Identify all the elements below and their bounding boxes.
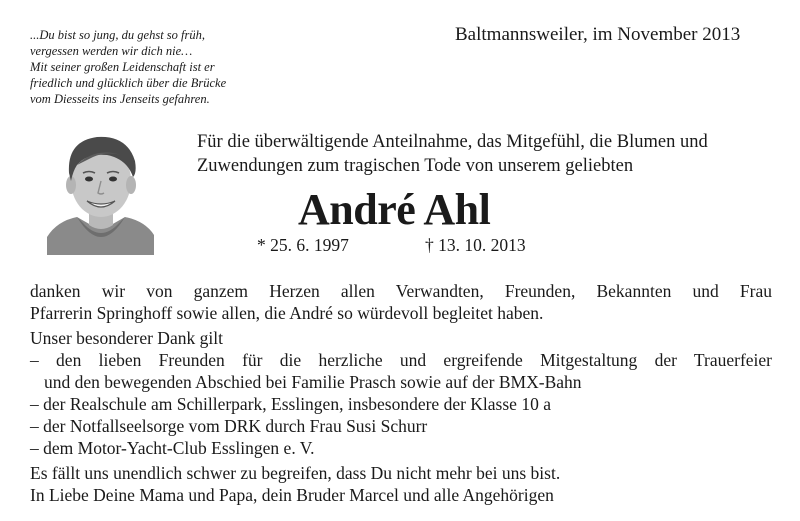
quote-line: Mit seiner großen Leidenschaft ist er — [30, 60, 215, 74]
thanks-list-item-continuation: und den bewegenden Abschied bei Familie Prasch sowie auf der BMX-Bahn — [44, 372, 582, 392]
thanks-line: Pfarrerin Springhoff sowie allen, die André so würdevoll begleitet haben. — [30, 303, 544, 323]
quote-line: vom Diesseits ins Jenseits gefahren. — [30, 92, 210, 106]
thanks-list-item: – der Notfallseelsorge vom DRK durch Frau Susi Schurr — [30, 416, 428, 436]
quote-line: friedlich und glücklich über die Brücke — [30, 76, 227, 90]
portrait-image — [47, 125, 154, 255]
death-date: † 13. 10. 2013 — [425, 235, 526, 255]
birth-date: * 25. 6. 1997 — [257, 235, 349, 255]
thanks-line: danken wir von ganzem Herzen allen Verwandten, Freunden, Bekannten und Frau — [30, 281, 772, 301]
place-date-line: Baltmannsweiler, im November 2013 — [455, 24, 741, 45]
thanks-list-item: – dem Motor-Yacht-Club Esslingen e. V. — [30, 438, 315, 458]
quote-line: ...Du bist so jung, du gehst so früh, — [30, 28, 206, 42]
signature-line: In Liebe Deine Mama und Papa, dein Bruder Marcel und alle Angehörigen — [30, 485, 554, 505]
special-thanks-heading: Unser besonderer Dank gilt — [30, 328, 223, 348]
thanks-list-item: – der Realschule am Schillerpark, Esslingen, insbesondere der Klasse 10 a — [30, 394, 551, 414]
deceased-name: André Ahl — [298, 185, 491, 234]
portrait-photo — [47, 125, 154, 255]
thanks-body — [30, 280, 772, 506]
intro-line: Für die überwältigende Anteilnahme, das Mitgefühl, die Blumen und — [197, 132, 708, 152]
thanks-list-item: – den lieben Freunden für die herzliche und ergreifende Mitgestaltung der Trauerfeier — [30, 350, 772, 370]
quote-line: vergessen werden wir dich nie… — [30, 44, 193, 58]
closing-line: Es fällt uns unendlich schwer zu begreifen, dass Du nicht mehr bei uns bist. — [30, 463, 561, 483]
intro-line: Zuwendungen zum tragischen Tode von unserem geliebten — [197, 156, 634, 176]
memorial-quote — [30, 27, 290, 107]
intro-text — [197, 130, 708, 178]
